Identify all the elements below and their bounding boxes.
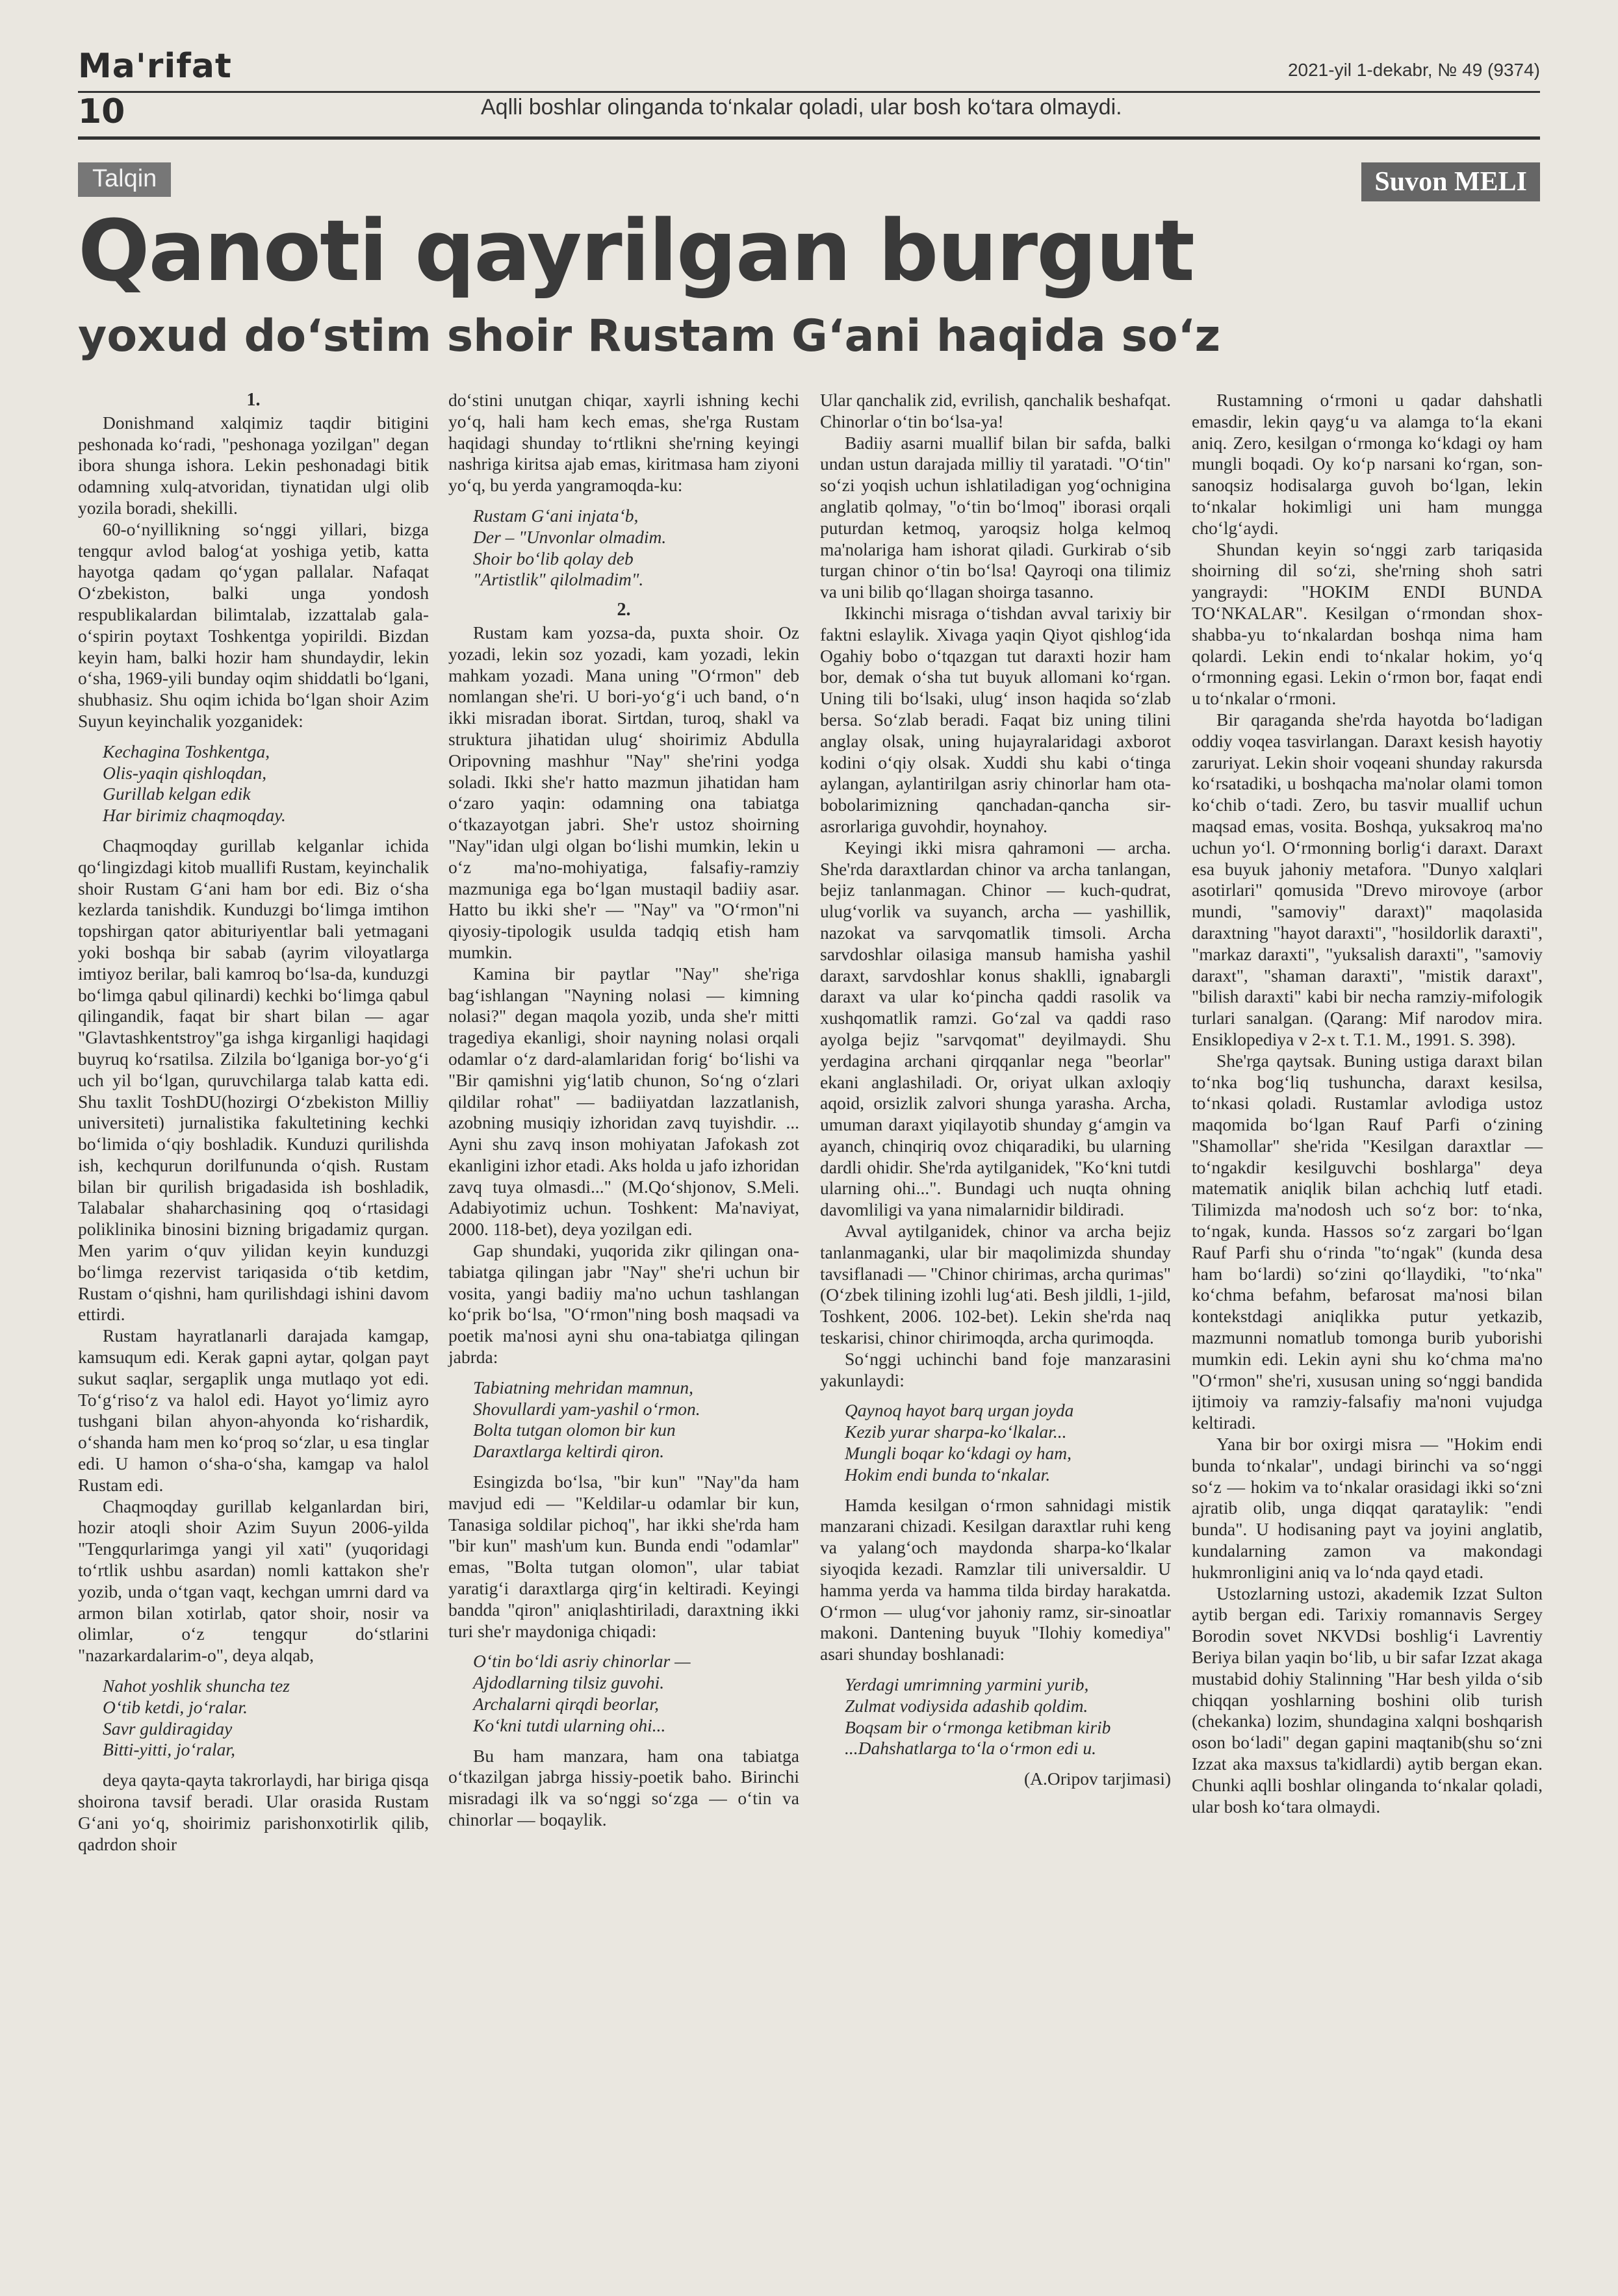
page-number: 10: [78, 92, 125, 131]
article-column-4: [1192, 390, 1543, 1817]
article-column-3: [820, 390, 1171, 1790]
paragraph: Rustam hayratlanarli darajada kamgap, kamsuqum edi. Kerak gapni aytar, qolgan payt sukut saqlar, sergaplik unga mutlaqo yot edi. To‘g‘riso‘z va halol edi. Hayot yo‘limiz ayro tushgani bilan ahyon-ahyonda ko‘rishardik, o‘shanda ham men ko‘proq so‘zlar, u esa tinglar edi. U hamon o‘sha-o‘sha, kamgap va halol Rustam edi.: [78, 1325, 429, 1495]
paragraph: Bir qaraganda she'rda hayotda bo‘ladigan oddiy voqea tasvirlangan. Daraxt kesish hayotiy zaruriyat. Lekin shoir voqeani shunday rakursda ko‘rsatadiki, u boshqacha ma'nolar olami tomon ko‘chib o‘tadi. Zero, bu tasvir muallif uchun maqsad emas, vosita. Boshqa, yuksakroq ma'no uchun yo‘l. O‘rmonning borlig‘i daraxt. Daraxt esa buyuk jahoniy metafora. "Dunyo xalqlari asotirlari" qomusida "Drevo mirovoye (arbor mundi, "samoviy" daraxt)" maqolasida daraxtning "hayot daraxti", "hosildorlik daraxti", "markaz daraxti", "yuksalish daraxti", "samoviy daraxt", "shaman daraxti", "mistik daraxt", "bilish daraxti" kabi bir necha ramziy-mifologik turlari sanalgan. (Qarang: Mif narodov mira. Ensiklopediya v 2-x t. T.1. M., 1991. S. 398).: [1192, 709, 1543, 1049]
poem-line: Daraxtlarga keltirdi qiron.: [473, 1441, 665, 1462]
poem-line: Bitti-yitti, jo‘ralar,: [103, 1739, 235, 1760]
paragraph: Rustam kam yozsa-da, puxta shoir. Oz yozadi, lekin soz yozadi, kam yozadi, lekin mahkam yozadi. Mana uning "O‘rmon" deb nomlangan she'ri. U bori-yo‘g‘i uch band, o‘n ikki misradan iborat. Sirtdan, turoq, shakl va struktura jihatidan ulug‘ shoirimiz Abdulla Oripovning mashhur "Nay" she'rini yodga soladi. Ikki she'r hatto mazmun jihatidan ham o‘zaro yaqin: odamning ona tabiatga o‘tkazayotgan jabri. She'r ustoz shoirning "Nay"idan ulgi olgan bo‘lishi mumkin, lekin u o‘z ma'no-mohiyatiga, falsafiy-ramziy mazmuniga ega bo‘lgan mustaqil badiiy asar. Hatto bu ikki she'r — "Nay" va "O‘rmon"ni qiyosiy-tipologik usulda tadqiq etish ham mumkin.: [448, 622, 799, 962]
poem-line: Gurillab kelgan edik: [103, 784, 251, 804]
paragraph: Chaqmoqday gurillab kelganlardan biri, hozir atoqli shoir Azim Suyun 2006-yilda "Tengqurlarimga yangi yil xati" (yuqoridagi to‘rtlik ushbu asardan) nomli kattakon she'r yozib, unda o‘tgan vaqt, kechgan umrni dard va armon bilan xotirlab, qator shoir, nosir va olimlar, o‘z tengqur do‘stlarini "nazarkardalarim-o", deya alqab,: [78, 1496, 429, 1666]
header-rule: [78, 91, 1540, 93]
paragraph: Hamda kesilgan o‘rmon sahnidagi mistik manzarani chizadi. Kesilgan daraxtlar ruhi keng va yalang‘och maydonda sharpa-ko‘lkalar siyoqida kezadi. Ramzlar tili universaldir. U hamma yerda va hamma tilda birday harakatda. O‘rmon — ulug‘vor jahoniy ramz, sir-sinoatlar makoni. Dantening buyuk "Ilohiy komediya" asari shunday boshlanadi:: [820, 1494, 1171, 1665]
paragraph: Kamina bir paytlar "Nay" she'riga bag‘ishlangan "Nayning nolasi — kimning nolasi?" degan maqola yozib, unda she'r mitti tragediya ekanligi, shoir nayning nolasi orqali odamlar o‘z dard-alamlaridan forig‘ bo‘lishi va "Bir qamishni yig‘latib chunon, So‘ng o‘zlari qildilar rohat" — badiiyatdan lazzatlanish, azobning musiqiy izhoridan zavq tuyishdir. ... Ayni shu zavq inson mohiyatan Jafokash zot ekanligini izhor etadi. Aks holda u jafo izhoridan zavq tuya olmasdi..." (M.Qo‘shjonov, S.Meli. Adabiyotimiz uchun. Toshkent: Ma'naviyat, 2000. 118-bet), deya yozilgan edi.: [448, 963, 799, 1240]
article-column-2: [448, 390, 799, 1831]
poem-line: Har birimiz chaqmoqday.: [103, 805, 286, 826]
poem-line: Qaynoq hayot barq urgan joyda: [845, 1400, 1074, 1421]
newspaper-masthead: Ma'rifat: [78, 47, 232, 86]
paragraph: So‘nggi uchinchi band foje manzarasini yakunlaydi:: [820, 1348, 1171, 1390]
paragraph: Chaqmoqday gurillab kelganlar ichida qo‘lingizdagi kitob muallifi Rustam, keyinchalik shoir Rustam G‘ani ham bor edi. Biz o‘sha kezlarda tanishdik. Kunduzgi bo‘limga imtihon topshirgan qator abituriyentlar bali yetmagani yoki boshqa bir sabab (ayrim viloyatlarga imtiyoz berilar, bali kamroq bo‘lsa-da, kunduzgi bo‘limga qabul qilinardi) kechki bo‘limga qabul qilingandik, faqat bir shart bilan — agar "Glavtashkentstroy"ga ishga kirganligi haqidagi buyruq ko‘rsatilsa. Zilzila bo‘lganiga bor-yo‘g‘i uch yil bo‘lgan, quruvchilarga talab katta edi. Shu taxlit ToshDU(hozirgi O‘zbekiston Milliy universiteti) jurnalistika fakultetining kechki bo‘limida o‘qiy boshladik. Kunduzi qurilishda ish, kechqurun dorilfununda o‘qish. Rustam bilan bir qurilish brigadasida ish boshladik, Talabalar shaharchasining qoq o‘rtasidagi poliklinika binosini bizning brigadamiz qurgan. Men yarim o‘quv yilidan keyin kunduzgi bo‘limga rezervist tariqasida o‘tib ketdim, Rustam o‘qishni, ham qurilishdagi ishini davom ettirdi.: [78, 835, 429, 1325]
poem-line: Bolta tutgan olomon bir kun: [473, 1420, 676, 1440]
poem-line: Ajdodlarning tilsiz guvohi.: [473, 1672, 665, 1693]
issue-dateline: 2021-yil 1-dekabr, № 49 (9374): [1287, 60, 1540, 80]
poem-quote: [473, 1377, 799, 1462]
paragraph: Bu ham manzara, ham ona tabiatga o‘tkazilgan jabrga hissiy-poetik baho. Birinchi misradagi ilk va so‘nggi so‘zga — o‘tin va chinorlar — boqaylik.: [448, 1745, 799, 1830]
poem-line: O‘tib ketdi, jo‘ralar.: [103, 1696, 248, 1717]
poem-line: Boqsam bir o‘rmonga ketibman kirib: [845, 1716, 1111, 1737]
paragraph: 60-o‘nyillikning so‘nggi yillari, bizga tengqur avlod balog‘at yoshiga yetib, katta hayotga qadam qo‘ygan pallalar. Nafaqat O‘zbekiston, balki unga yondosh respublikalardan bilimtalab, izzattalab gala-o‘spirin poytaxt Toshkentga yopirildi. Bizdan keyin ham, balki hozir ham shundaydir, lekin o‘sha, 1969-yili bunday oqim shiddatli bo‘lgani, shubhasiz. Shu oqim ichida bo‘lgan shoir Azim Suyun keyinchalik yozganidek:: [78, 518, 429, 731]
poem-quote: [473, 1651, 799, 1736]
poem-quote: [473, 505, 799, 591]
poem-line: Tabiatning mehridan mamnun,: [473, 1377, 693, 1397]
paragraph: Ustozlarning ustozi, akademik Izzat Sulton aytib bergan edi. Tarixiy romannavis Sergey Borodin sovet NKVDsi boshlig‘i Lavrentiy Beriya bilan yaqin bo‘lib, u bir safar Izzat akaga mustabid dohiy Stalinning "Har besh yilda o‘sib chiqqan yoshlarning boshini olib turish (chekanka) lozim, shundagina xalqni boshqarish oson bo‘ladi" degan gapini maqtanib(shu so‘zni Izzat aka maxsus ta'kidlardi) aytib bergan ekan. Chunki aqlli boshlar olinganda to‘nkalar qoladi, ular bosh ko‘tara olmaydi.: [1192, 1583, 1543, 1817]
article-title: Qanoti qayrilgan burgut: [78, 201, 1194, 300]
paragraph: Yana bir bor oxirgi misra — "Hokim endi bunda to‘nkalar", undagi birinchi va so‘nggi so‘z — hokim va to‘nkalar orasidagi ikki so‘zni ajratib olib, unga diqqat qarataylik: "endi bunda". U hodisaning payt va joyini anglatib, kundalarning zamon va makondagi hukmronligini aniq va lo‘nda qayd etadi.: [1192, 1434, 1543, 1582]
poem-quote: [845, 1400, 1171, 1485]
poem-line: Zulmat vodiysida adashib qoldim.: [845, 1695, 1088, 1716]
poem-line: Ko‘kni tutdi ularning ohi...: [473, 1715, 666, 1735]
poem-line: Olis-yaqin qishloqdan,: [103, 762, 267, 783]
paragraph: Esingizda bo‘lsa, "bir kun" "Nay"da ham mavjud edi — "Keldilar-u odamlar bir kun, Tanasiga soldilar pichoq", har ikki she'rda ham "bir kun" mash'um kun. Bunda endi "odamlar" emas, "Bolta tutgan olomon", ular tabiat yaratig‘i daraxtlarga qirg‘in keltiradi. Keyingi bandda "qiron" aniqlashtiriladi, daraxtning ikki turi she'r maydoniga chiqadi:: [448, 1472, 799, 1641]
poem-line: Archalarni qirqdi beorlar,: [473, 1694, 659, 1715]
poem-line: Der – "Unvonlar olmadim.: [473, 526, 667, 547]
poem-line: "Artistlik" qilolmadim".: [473, 569, 644, 590]
poem-line: Rustam G‘ani injata‘b,: [473, 505, 639, 526]
poem-line: Mungli boqar ko‘kdagi oy ham,: [845, 1443, 1072, 1464]
section-number: 1.: [246, 390, 261, 410]
poem-line: Kechagina Toshkentga,: [103, 741, 270, 761]
poem-line: Shovullardi yam-yashil o‘rmon.: [473, 1398, 700, 1419]
rubric-label: Talqin: [78, 162, 171, 197]
article-subtitle: yoxud do‘stim shoir Rustam G‘ani haqida so‘z: [78, 311, 1221, 362]
poem-quote: [103, 741, 429, 826]
paragraph: Ikkinchi misraga o‘tishdan avval tarixiy bir faktni eslaylik. Xivaga yaqin Qiyot qishlog‘ida Ogahiy bobo o‘tqazgan tut daraxti hozir ham bor, demak o‘sha tut buyuk allomani ko‘rgan. Uning tili bo‘lsaki, ulug‘ inson haqida so‘zlab bersa. So‘zlab beradi. Faqat biz uning tilini anglay olsak, uning hujayralaridagi axborot kodini o‘qiy olsak. Xuddi shu kabi o‘tinga aylangan, aylantirilgan asriy chinorlar ham ota-bobolarimizning qanchadan-qancha sir-asrorlariga guvohdir, hoynahoy.: [820, 602, 1171, 836]
header-rule-thick: [78, 136, 1540, 140]
paragraph: do‘stini unutgan chiqar, xayrli ishning kechi yo‘q, hali ham kech emas, she'rga Rustam haqidagi shunday to‘rtlikni she'rning keyingi nashriga kiritsa ajab emas, kiritmasa ham ziyoni yo‘q, bu yerda yangramoqda-ku:: [448, 390, 799, 496]
paragraph: Shundan keyin so‘nggi zarb tariqasida shoirning dil so‘zi, she'rning shoh satri yangraydi: "HOKIM ENDI BUNDA TO‘NKALAR". Kesilgan o‘rmondan shox-shabba-yu to‘nkalardan boshqa nima ham qolardi. Lekin endi to‘nkalar hokim, yo‘q o‘rmonning egasi. Lekin o‘rmon bor, faqat endi u to‘nkalar o‘rmoni.: [1192, 539, 1543, 709]
paragraph: Donishmand xalqimiz taqdir bitigini peshonada ko‘radi, "peshonaga yozilgan" degan ibora shunga ishora. Lekin peshonadagi bitik odamning xulq-atvoridan, tiynatidan ulgi olib yozila boradi, shekilli.: [78, 412, 429, 518]
paragraph: Badiiy asarni muallif bilan bir safda, balki undan ustun darajada milliy til yaratadi. "O‘tin" so‘zi yoqish uchun ishlatiladigan yog‘ochnigina anglatib qolmay, "o‘tin bo‘lmoq" iborasi orqali puturdan ketmoq, yaroqsiz holga kelmoq ma'nolariga ham ishorat qiladi. Gurkirab o‘sib turgan chinor o‘tin bo‘lsa! Qayroqi ona tilimiz va uni bilib qo‘llagan shoirga tasanno.: [820, 432, 1171, 602]
poem-line: Yerdagi umrimning yarmini yurib,: [845, 1674, 1089, 1695]
poem-line: O‘tin bo‘ldi asriy chinorlar —: [473, 1651, 691, 1672]
paragraph: She'rga qaytsak. Buning ustiga daraxt bilan to‘nka bog‘liq tushuncha, daraxt kesilsa, to‘nkasi qoladi. Rustamlar avlodiga ustoz maqomida bo‘lgan Rauf Parfi o‘zining "Shamollar" she'rida "Kesilgan daraxtlar — to‘ngakdir kesilguvchi boshlarga" deya matematik aniqlik bilan achchiq lutf etadi. Tilimizda ma'nodosh uch so‘z bor: to‘nka, to‘ngak, kunda. Hassos so‘z zargari bo‘lgan Rauf Parfi shu o‘rinda "to‘ngak" (kunda desa ham bo‘lardi) so‘zini qo‘llaydiki, "to‘nka" ko‘chma befahm, befarosat ma'nosi bilan kontekstdagi aniqlikka putur yetkazib, mazmunni nomatlub tomonga burib yuborishi mumkin edi. Lekin ayni shu ko‘chma ma'no "O‘rmon" she'ri, xususan uning so‘nggi bandida ijtimoiy va ramziy-falsafiy ma'noni vujudga keltiradi.: [1192, 1050, 1543, 1433]
poem-line: ...Dahshatlarga to‘la o‘rmon edi u.: [845, 1738, 1097, 1759]
author-byline: Suvon MELI: [1361, 162, 1540, 201]
paragraph: Ular qanchalik zid, evrilish, qanchalik beshafqat. Chinorlar o‘tin bo‘lsa-ya!: [820, 390, 1171, 431]
paragraph: Rustamning o‘rmoni u qadar dahshatli emasdir, lekin qayg‘u va alamga to‘la ekani aniq. Zero, kesilgan o‘rmonga ko‘kdagi oy ham mungli boqadi. Oy ko‘p narsani ko‘rgan, son-sanoqsiz hodisalarga guvoh bo‘lgan, lekin to‘nkalar hokimligi uni ham mungga cho‘lg‘aydi.: [1192, 390, 1543, 538]
poem-line: Hokim endi bunda to‘nkalar.: [845, 1464, 1051, 1485]
paragraph: Keyingi ikki misra qahramoni — archa. She'rda daraxtlardan chinor va archa tanlangan, bejiz tanlanmagan. Chinor — kuch-qudrat, ulug‘vorlik va suyanch, archa — yashillik, nazokat va sarvqomatlik timsoli. Archa sarvdoshlar oilasiga mansub hamisha yashil daraxt, sarvdoshlar konus shaklli, ignabargli daraxt va ular ko‘pincha qaddi rasolik va xushqomatlik ramzi. Go‘zal va qaddi raso ayolga bejiz "sarvqomat" deyilmaydi. Shu yerdagina archani qirqqanlar nega "beorlar" ekani anglashiladi. Or, oriyat ulkan axloqiy aqoid, orsizlik zalvori shunga yarasha. Archa, umuman daraxt yiqilayotib shunday g‘amgin va ayanch, chinqiriq ovoz chiqaradiki, bu ularning dardli ohidir. She'rda aytilganidek, "Ko‘kni tutdi ularning ohi...". Bundagi uch nuqta ohning davomliligi va yana nimalarnidir bildiradi.: [820, 837, 1171, 1220]
poem-line: Savr guldiragiday: [103, 1718, 233, 1739]
translation-credit: (A.Oripov tarjimasi): [1023, 1768, 1171, 1789]
article-column-1: [78, 390, 429, 1855]
poem-line: Shoir bo‘lib qolay deb: [473, 548, 634, 568]
page-motto: Aqlli boshlar olinganda to‘nkalar qoladi, ular bosh ko‘tara olmaydi.: [481, 95, 1122, 120]
paragraph: Gap shundaki, yuqorida zikr qilingan ona-tabiatga qilingan jabr "Nay" she'ri uchun bir vosita, yangi badiiy ma'no uchun tashlangan ko‘prik bo‘lsa, "O‘rmon"ning bosh maqsadi va poetik ma'nosi ayni shu ona-tabiatga qilingan jabrda:: [448, 1240, 799, 1368]
poem-line: Nahot yoshlik shuncha tez: [103, 1676, 290, 1696]
poem-line: Kezib yurar sharpa-ko‘lkalar...: [845, 1422, 1067, 1442]
poem-quote: [103, 1676, 429, 1761]
section-number: 2.: [617, 600, 631, 620]
paragraph: Avval aytilganidek, chinor va archa bejiz tanlanmaganki, ular bir maqolimizda shunday tavsiflanadi — "Chinor chirimas, archa qurimas" (O‘zbek tilining izohli lug‘ati. Besh jildli, 1-jild, Toshkent, 2006. 102-bet). Lekin she'rda naq teskarisi, chinor chirimoqda, archa qurimoqda.: [820, 1221, 1171, 1348]
paragraph: deya qayta-qayta takrorlaydi, har biriga qisqa shoirona tavsif beradi. Ular orasida Rustam G‘ani yo‘q, shoirimiz parishonxotirlik qilib, qadrdon shoir: [78, 1770, 429, 1854]
poem-quote: [845, 1674, 1171, 1759]
